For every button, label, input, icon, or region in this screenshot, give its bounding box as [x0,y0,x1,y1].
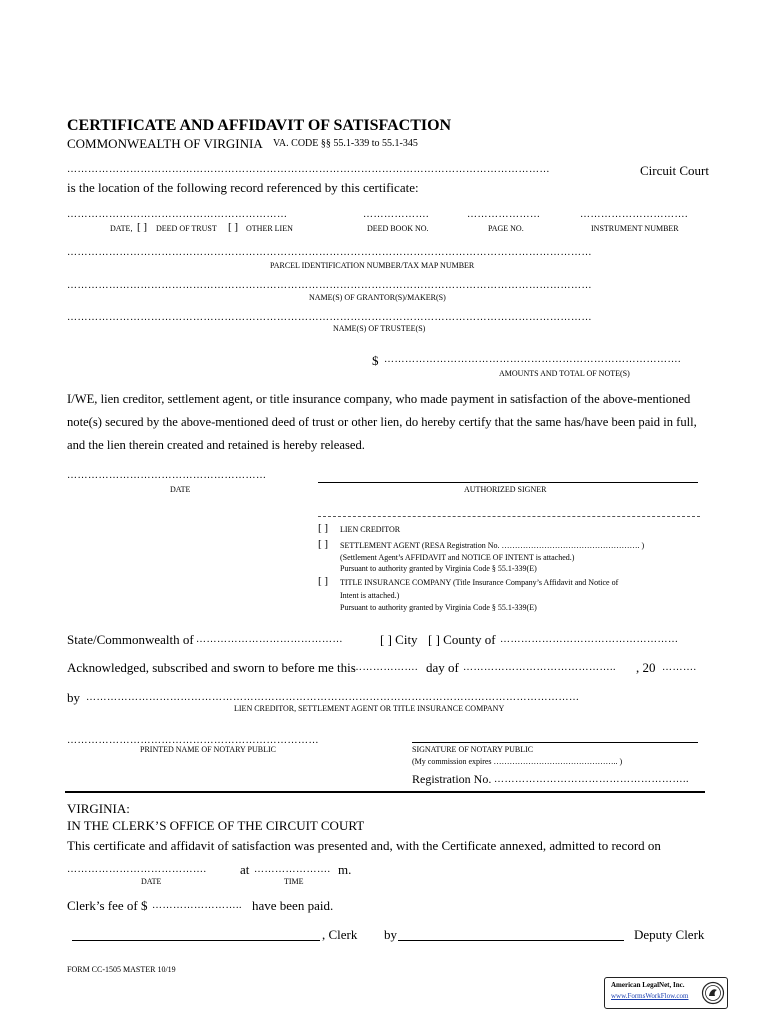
location-intro: is the location of the following record referenced by this certificate: [67,180,419,195]
title-company-authority: Pursuant to authority granted by Virginia Code § 55.1-339(E) [340,603,537,612]
ack-year-field[interactable]: ………. [662,662,697,673]
settlement-agent-label: SETTLEMENT AGENT (RESA Registration No. ……………………………………………. ) [340,541,645,550]
circuit-court-label: Circuit Court [640,163,709,178]
registration-field[interactable]: ……………………………………………….. [494,774,689,785]
parcel-label: PARCEL IDENTIFICATION NUMBER/TAX MAP NUMBER [270,261,475,270]
publisher-logo-icon [701,981,725,1005]
instrument-number-label: INSTRUMENT NUMBER [591,224,679,233]
by-label: by [67,690,80,705]
publisher-website[interactable]: www.FormsWorkFlow.com [611,992,689,1000]
publisher-badge [604,977,728,1009]
clerk-statement: This certificate and affidavit of satisfaction was presented and, with the Certificate annexed, admitted to record on [67,838,661,853]
grantor-field[interactable]: …………………………………………………………………………………………………………………………………… [67,280,592,291]
recorded-time-field[interactable]: …………………. [254,864,331,875]
clerk-signature-line[interactable] [72,940,320,941]
amount-field[interactable]: …………………………………………………………………………. [384,354,681,365]
lien-creditor-checkbox[interactable]: [ ] [318,522,329,534]
county-field[interactable]: …………………………………………… [500,634,679,645]
clerk-fee-suffix: have been paid. [252,898,334,913]
certification-line-1: I/WE, lien creditor, settlement agent, or title insurance company, who made payment in satisfaction of the above-mentioned [67,392,691,406]
certification-line-3: and the lien therein created and retained is hereby released. [67,438,365,452]
ack-day-of: day of [426,660,459,675]
record-date-field[interactable]: ……………………………………………………… [67,209,288,220]
clerk-label: , Clerk [322,927,358,942]
title-company-checkbox[interactable]: [ ] [318,575,329,587]
recorded-time-label: TIME [284,877,304,886]
clerk-office: IN THE CLERK’S OFFICE OF THE CIRCUIT COURT [67,818,365,833]
county-checkbox[interactable]: [ ] County of [428,632,496,647]
deed-book-field[interactable]: ………………. [363,209,429,220]
grantor-label: NAME(S) OF GRANTOR(S)/MAKER(S) [309,293,446,302]
printed-name-label: PRINTED NAME OF NOTARY PUBLIC [140,745,276,754]
page-number-label: PAGE NO. [488,224,524,233]
notary-signature-line[interactable] [412,742,698,743]
settlement-agent-note: (Settlement Agent’s AFFIDAVIT and NOTICE OF INTENT is attached.) [340,553,575,562]
settlement-agent-authority: Pursuant to authority granted by Virginia Code § 55.1-339(E) [340,564,537,573]
recorded-m-label: m. [338,862,352,877]
page-number-field[interactable]: ………………… [467,209,541,220]
title-company-note: Intent is attached.) [340,591,400,600]
commission-expires[interactable]: (My commission expires ……………………………………….. ) [412,757,623,766]
form-title: CERTIFICATE AND AFFIDAVIT OF SATISFACTION [67,117,452,134]
clerk-state: VIRGINIA: [67,801,130,816]
record-date-label: DATE, [110,224,133,233]
ack-month-field[interactable]: …………………………………….. [463,662,616,673]
jurisdiction: COMMONWEALTH OF VIRGINIA [67,136,263,151]
state-label: State/Commonwealth of [67,632,194,647]
authorized-signer-line[interactable] [318,482,698,483]
city-checkbox[interactable]: [ ] City [380,632,418,647]
instrument-number-field[interactable]: …………………………. [580,209,688,220]
capacity-divider [318,516,700,517]
publisher-name: American LegalNet, Inc. [611,981,685,989]
trustee-field[interactable]: …………………………………………………………………………………………………………………………………… [67,312,592,323]
authorized-signer-label: AUTHORIZED SIGNER [464,485,547,494]
acknowledged-text: Acknowledged, subscribed and sworn to before me this [67,660,356,675]
deed-of-trust-checkbox[interactable]: [ ] [137,221,148,233]
printed-name-field[interactable]: ……………………………………………………………… [67,735,319,746]
notary-signature-label: SIGNATURE OF NOTARY PUBLIC [412,745,534,754]
trustee-label: NAME(S) OF TRUSTEE(S) [333,324,426,333]
lien-creditor-label: LIEN CREDITOR [340,525,401,534]
clerk-fee-label: Clerk’s fee of $ [67,898,148,913]
signature-date-field[interactable]: ………………………………………………… [67,470,267,481]
by-caption: LIEN CREDITOR, SETTLEMENT AGENT OR TITLE INSURANCE COMPANY [234,704,505,713]
title-company-label: TITLE INSURANCE COMPANY (Title Insurance Company’s Affidavit and Notice of [340,578,619,587]
amount-label: AMOUNTS AND TOTAL OF NOTE(S) [499,369,630,378]
recorded-date-label: DATE [141,877,162,886]
circuit-court-field[interactable]: ………………………………………………………………………………………………………………………… [67,164,550,175]
code-reference: VA. CODE §§ 55.1-339 to 55.1-345 [273,138,418,149]
deputy-clerk-label: Deputy Clerk [634,927,705,942]
parcel-field[interactable]: …………………………………………………………………………………………………………………………………… [67,247,592,258]
other-lien-checkbox[interactable]: [ ] [228,221,239,233]
state-field[interactable]: …………………………………… [196,634,343,645]
section-divider [65,791,705,793]
recorded-date-field[interactable]: …………………………………. [67,864,207,875]
deed-book-label: DEED BOOK NO. [367,224,429,233]
deputy-signature-line[interactable] [398,940,624,941]
other-lien-label: OTHER LIEN [246,224,293,233]
certification-line-2: note(s) secured by the above-mentioned deed of trust or other lien, do hereby certify that the same has/have been paid in full, [67,415,697,429]
amount-currency: $ [372,353,379,368]
deed-of-trust-label: DEED OF TRUST [156,224,217,233]
clerk-fee-field[interactable]: …………………….. [152,900,242,911]
by-field[interactable]: …………………………………………………………………………………………………………………………… [86,692,580,703]
deputy-by-label: by [384,927,397,942]
signature-date-label: DATE [170,485,191,494]
ack-day-field[interactable]: ………………. [352,662,418,673]
ack-year-prefix: , 20 [636,660,656,675]
registration-label: Registration No. [412,772,492,786]
form-id: FORM CC-1505 MASTER 10/19 [67,965,176,974]
settlement-agent-checkbox[interactable]: [ ] [318,538,329,550]
recorded-at-label: at [240,862,250,877]
